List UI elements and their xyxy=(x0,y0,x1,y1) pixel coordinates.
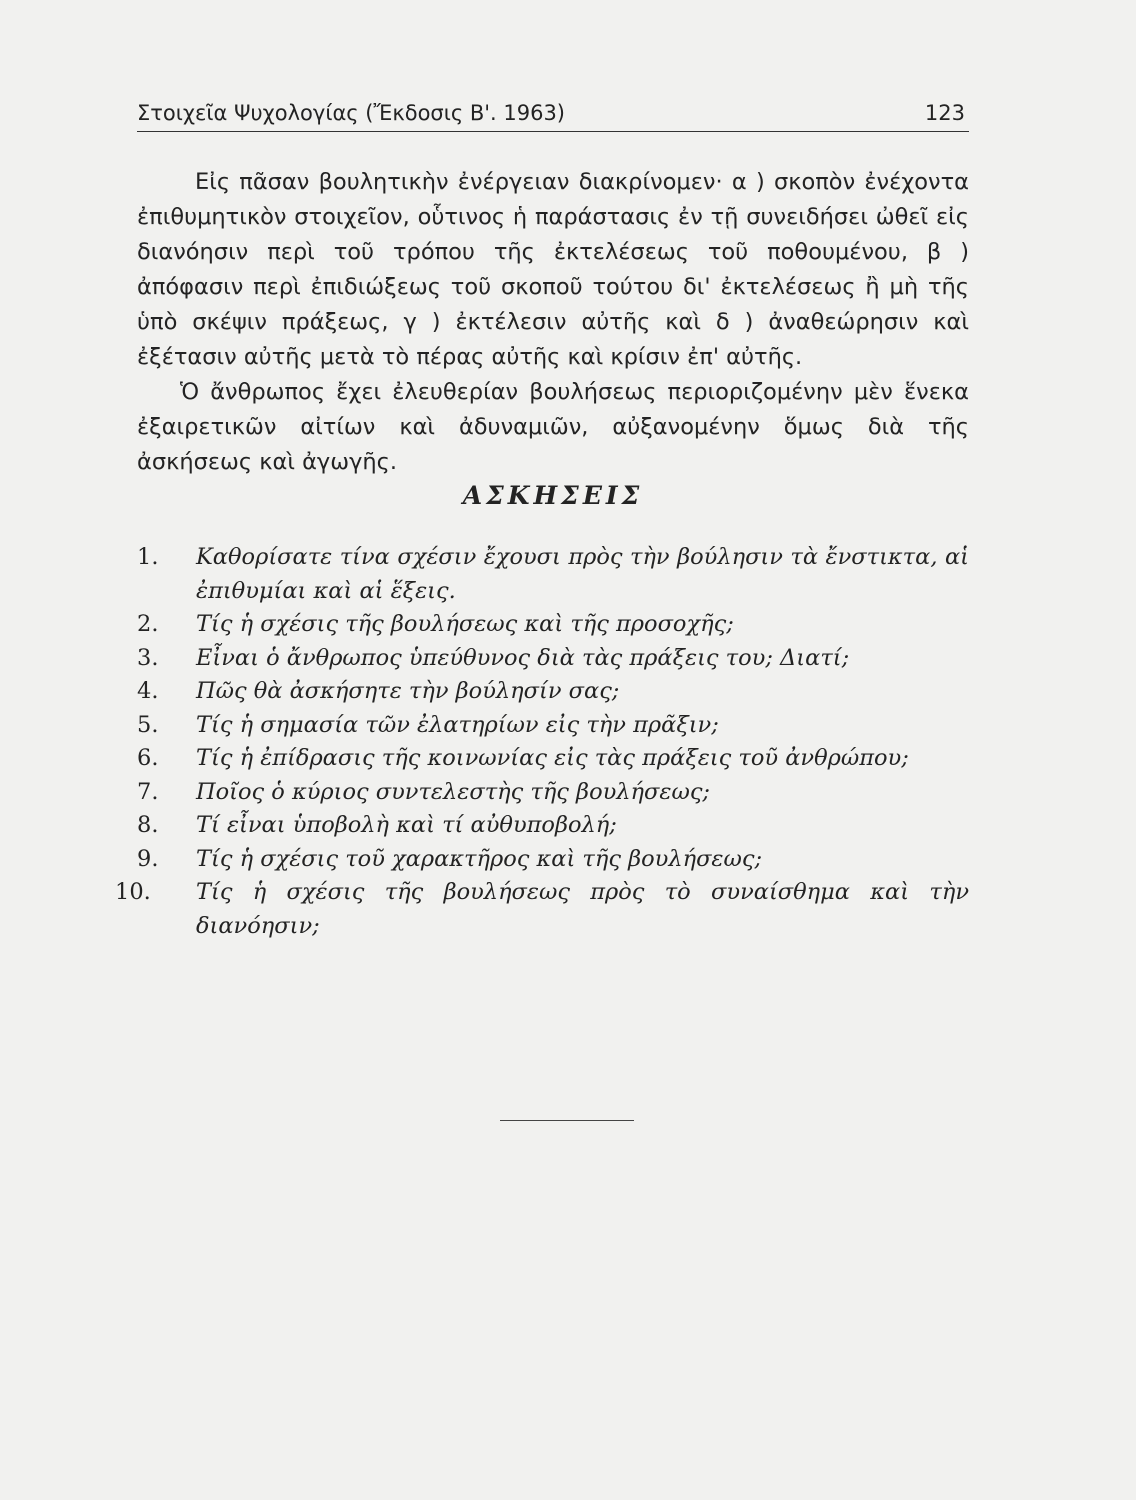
exercise-number: 10. xyxy=(115,879,151,905)
exercises-heading: ΑΣΚΗΣΕΙΣ xyxy=(462,481,644,510)
header-rule xyxy=(137,131,969,132)
exercise-number: 8. xyxy=(137,812,159,838)
exercise-item xyxy=(137,776,969,810)
exercise-item xyxy=(137,742,969,776)
exercise-number: 6. xyxy=(137,745,159,771)
exercise-text: Τίς ἡ σχέσις τοῦ χαρακτῆρος καὶ τῆς βουλήσεως; xyxy=(196,845,763,872)
exercise-text: Τίς ἡ ἐπίδρασις τῆς κοινωνίας εἰς τὰς πράξεις τοῦ ἀνθρώπου; xyxy=(196,745,909,771)
exercise-number: 9. xyxy=(137,845,159,872)
exercise-item xyxy=(137,709,969,743)
exercise-text: Ποῖος ὁ κύριος συντελεστὴς τῆς βουλήσεως; xyxy=(196,778,710,805)
book-title: Στοιχεῖα Ψυχολογίας (Ἔκδοσις Β'. 1963) xyxy=(137,101,565,125)
exercise-text: Καθορίσατε τίνα σχέσιν ἔχουσι πρὸς τὴν βούλησιν τὰ ἔνστικτα, αἱ ἐπιθυμίαι καὶ αἱ ἕξεις. xyxy=(196,544,969,604)
exercise-item xyxy=(137,843,969,877)
exercise-text: Τίς ἡ σχέσις τῆς βουλήσεως πρὸς τὸ συναίσθημα καὶ τὴν διανόησιν; xyxy=(196,879,969,939)
exercise-number: 4. xyxy=(137,678,159,704)
body-paragraph-2: Ὁ ἄνθρωπος ἔχει ἐλευθερίαν βουλήσεως περιοριζομένην μὲν ἕνεκα ἐξαιρετικῶν αἰτίων καὶ ἀδυναμιῶν, αὐξανομένην ὅμως διὰ τῆς ἀσκήσεως καὶ ἀγωγῆς. xyxy=(137,379,969,475)
exercise-number: 5. xyxy=(137,711,159,738)
exercise-number: 2. xyxy=(137,611,159,637)
exercise-number: 1. xyxy=(137,544,159,570)
exercise-item xyxy=(137,809,969,843)
exercise-number: 7. xyxy=(137,778,159,805)
exercise-text: Τίς ἡ σημασία τῶν ἐλατηρίων εἰς τὴν πρᾶξιν; xyxy=(196,711,719,738)
exercise-item xyxy=(137,541,969,608)
exercise-number: 3. xyxy=(137,644,159,671)
body-paragraph-1: Εἰς πᾶσαν βουλητικὴν ἐνέργειαν διακρίνομεν· α ) σκοπὸν ἐνέχοντα ἐπιθυμητικὸν στοιχεῖον, οὗτινος ἡ παράστασις ἐν τῇ συνειδήσει ὠθεῖ εἰς διανόησιν περὶ τοῦ τρόπου τῆς ἐκτελέσεως τοῦ ποθουμένου, β ) ἀπόφασιν περὶ ἐπιδιώξεως τοῦ σκοποῦ τούτου δι' ἐκτελέσεως ἢ μὴ τῆς ὑπὸ σκέψιν πράξεως, γ ) ἐκτέλεσιν αὐτῆς καὶ δ ) ἀναθεώρησιν καὶ ἐξέτασιν αὐτῆς μετὰ τὸ πέρας αὐτῆς καὶ κρίσιν ἐπ' αὐτῆς. xyxy=(137,169,969,370)
end-rule xyxy=(500,1120,634,1121)
exercise-text: Τίς ἡ σχέσις τῆς βουλήσεως καὶ τῆς προσοχῆς; xyxy=(196,611,734,637)
exercise-item xyxy=(137,675,969,709)
running-header xyxy=(137,95,969,131)
exercise-item xyxy=(115,876,969,943)
page-number: 123 xyxy=(924,101,965,125)
exercise-item xyxy=(137,642,969,676)
exercise-text: Εἶναι ὁ ἄνθρωπος ὑπεύθυνος διὰ τὰς πράξεις του; Διατί; xyxy=(196,644,850,671)
exercise-list xyxy=(115,541,969,943)
exercise-text: Πῶς θὰ ἀσκήσητε τὴν βούλησίν σας; xyxy=(196,678,620,704)
exercise-text: Τί εἶναι ὑποβολὴ καὶ τί αὐθυποβολή; xyxy=(196,812,617,838)
exercise-item xyxy=(137,608,969,642)
